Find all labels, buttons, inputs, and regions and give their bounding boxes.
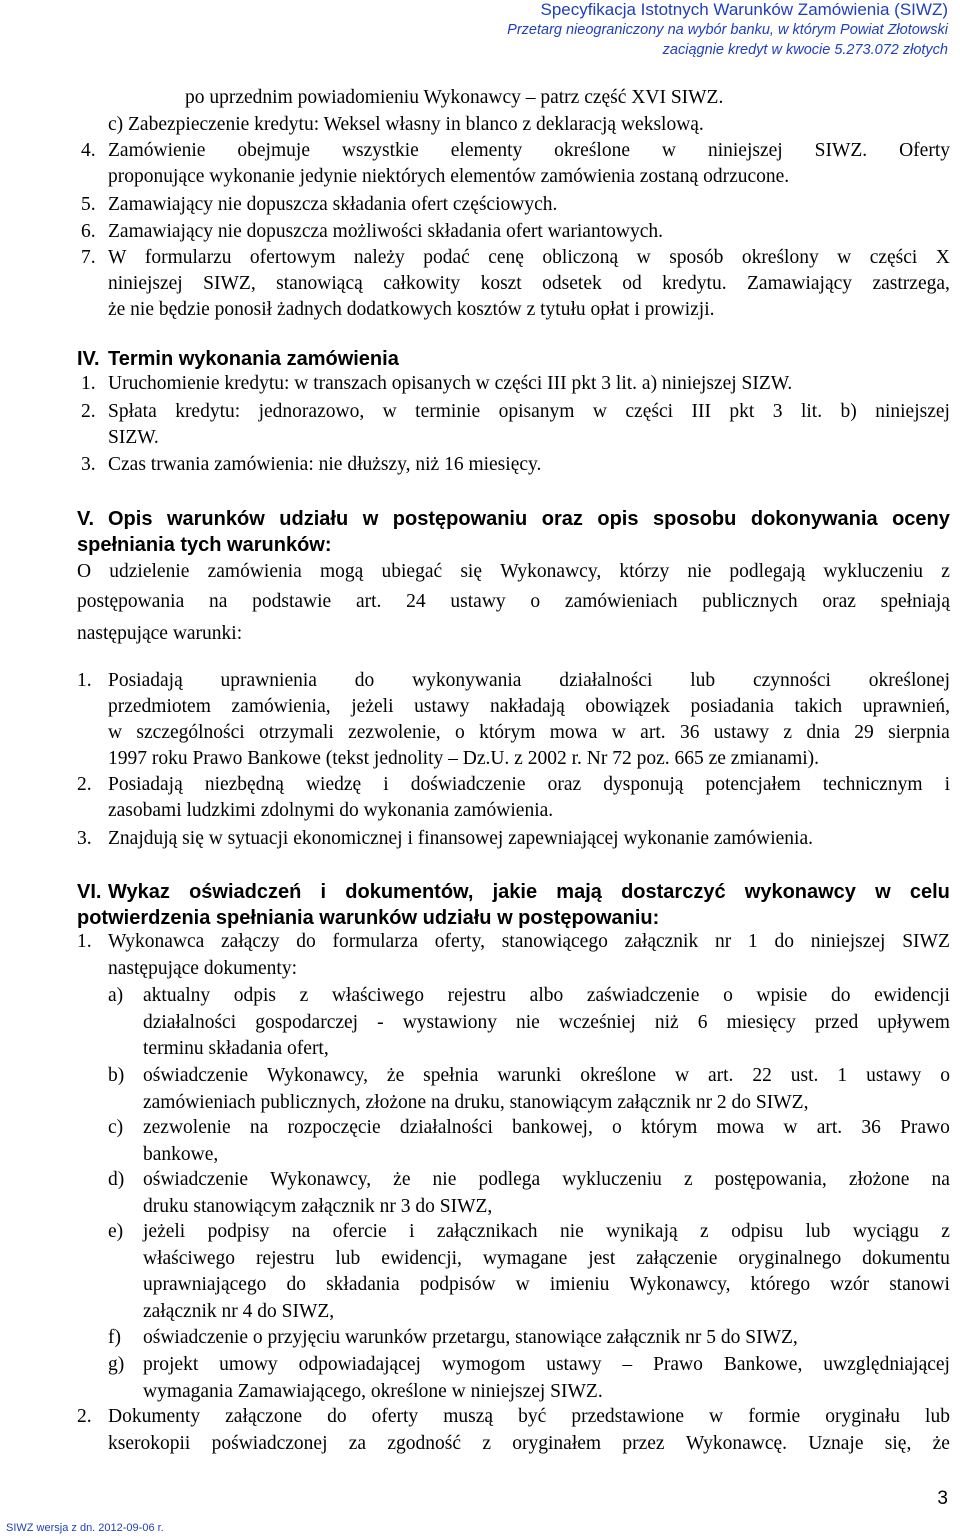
section-v-paragraph: postępowania na podstawie art. 24 ustawy o zamówieniach publicznych oraz spełniają (77, 591, 950, 612)
list-item-line: Zamawiający nie dopuszcza możliwości składania ofert wariantowych. (108, 221, 663, 242)
subitem-line: druku stanowiącym załącznik nr 3 do SIWZ, (143, 1195, 493, 1217)
section-v-item-number: 1. (77, 670, 92, 691)
section-v-title: Opis warunków udziału w postępowaniu oraz opis sposobu dokonywania oceny (108, 508, 950, 530)
section-v-item-line: 1997 roku Prawo Bankowe (tekst jednolity – Dz.U. z 2002 r. Nr 72 poz. 665 ze zmianami). (108, 748, 820, 769)
subitem-letter: b) (108, 1065, 125, 1086)
subitem-line: terminu składania ofert, (143, 1038, 329, 1059)
intro-line-c: c) Zabezpieczenie kredytu: Weksel własny in blanco z deklaracją wekslową. (108, 114, 704, 135)
section-v-item-line: zasobami ludzkimi zdolnymi do wykonania zamówienia. (108, 800, 554, 821)
section-iv-item-number: 1. (81, 373, 96, 394)
section-iv-title: Termin wykonania zamówienia (108, 348, 399, 370)
section-v-paragraph: następujące warunki: (77, 623, 243, 644)
subitem-line: zamówieniach publicznych, złożone na druku, stanowiącym załącznik nr 2 do SIWZ, (143, 1091, 809, 1113)
subitem-line: oświadczenie Wykonawcy, że nie podlega wykluczeniu z postępowania, złożone na (143, 1169, 950, 1190)
section-iv-item-number: 2. (81, 401, 96, 422)
section-iv-numeral: IV. (77, 348, 100, 370)
subitem-line: jeżeli podpisy na ofercie i załącznikach nie wynikają z odpisu lub wyciągu z (143, 1221, 950, 1242)
section-vi-item-number: 1. (77, 931, 92, 952)
list-item-line: niniejszej SIWZ, stanowiącą całkowity koszt odsetek od kredytu. Zamawiający zastrzega, (108, 273, 950, 294)
header-subtitle: Przetarg nieograniczony na wybór banku, w którym Powiat Złotowski (507, 22, 948, 38)
section-vi-item-line: kserokopii poświadczonej za zgodność z oryginałem przez Wykonawcę. Uznaje się, że (108, 1433, 950, 1454)
section-v-item-line: przedmiotem zamówienia, jeżeli ustawy nakładają obowiązek posiadania takich uprawnień, (108, 696, 950, 717)
list-item-number: 4. (81, 140, 96, 161)
subitem-line: zezwolenie na rozpoczęcie działalności bankowej, o którym mowa w art. 36 Prawo (143, 1117, 950, 1138)
subitem-line: działalności gospodarczej - wystawiony nie wcześniej niż 6 miesięcy przed upływem (143, 1011, 950, 1033)
subitem-letter: a) (108, 985, 124, 1006)
section-vi-numeral: VI. (77, 881, 102, 903)
section-v-numeral: V. (77, 508, 95, 530)
section-v-paragraph: O udzielenie zamówienia mogą ubiegać się Wykonawcy, którzy nie podlegają wykluczeniu z (77, 561, 950, 582)
section-vi-item-line: Dokumenty załączone do oferty muszą być przedstawione w formie oryginału lub (108, 1406, 950, 1427)
subitem-letter: d) (108, 1169, 125, 1190)
section-vi-title-2: potwierdzenia spełniania warunków udziału w postępowaniu: (77, 907, 660, 929)
list-item-line: proponujące wykonanie jedynie niektórych elementów zamówienia zostaną odrzucone. (108, 166, 790, 187)
subitem-line: uprawniającego do składania podpisów w imieniu Wykonawcy, którego wzór stanowi (143, 1274, 950, 1295)
list-item-number: 6. (81, 221, 96, 242)
list-item-number: 7. (81, 247, 96, 268)
subitem-letter: c) (108, 1117, 124, 1138)
section-vi-item-number: 2. (77, 1406, 92, 1427)
list-item-line: że nie będzie ponosił żadnych dodatkowych kosztów z tytułu opłat i prowizji. (108, 299, 715, 320)
list-item-line: Zamawiający nie dopuszcza składania ofert częściowych. (108, 194, 558, 215)
section-vi-title: Wykaz oświadczeń i dokumentów, jakie mają dostarczyć wykonawcy w celu (108, 881, 950, 903)
section-v-item-line: w szczególności otrzymali zezwolenie, o którym mowa w art. 36 ustawy z dnia 29 sierpnia (108, 722, 950, 743)
section-iv-item-line: SIZW. (108, 427, 159, 448)
section-v-item-line: Posiadają uprawnienia do wykonywania działalności lub czynności określonej (108, 670, 950, 691)
footer-version: SIWZ wersja z dn. 2012-09-06 r. (6, 1522, 164, 1534)
header-title: Specyfikacja Istotnych Warunków Zamówienia (SIWZ) (540, 0, 948, 19)
section-iv-item-line: Czas trwania zamówienia: nie dłuższy, niż 16 miesięcy. (108, 454, 542, 475)
section-v-item-line: Znajdują się w sytuacji ekonomicznej i finansowej zapewniającej wykonanie zamówienia. (108, 828, 813, 849)
section-iv-item-line: Uruchomienie kredytu: w transzach opisanych w części III pkt 3 lit. a) niniejszej SIZW. (108, 373, 793, 394)
list-item-line: Zamówienie obejmuje wszystkie elementy określone w niniejszej SIWZ. Oferty (108, 140, 950, 161)
subitem-letter: e) (108, 1221, 124, 1242)
section-v-title-2: spełniania tych warunków: (77, 534, 332, 556)
subitem-letter: g) (108, 1354, 125, 1375)
list-item-number: 5. (81, 194, 96, 215)
section-iv-item-line: Spłata kredytu: jednorazowo, w terminie opisanym w części III pkt 3 lit. b) niniejszej (108, 401, 950, 422)
subitem-line: wymagania Zamawiającego, określone w niniejszej SIWZ. (143, 1380, 603, 1402)
header-subtitle-2: zaciągnie kredyt w kwocie 5.273.072 złotych (662, 42, 948, 58)
section-v-item-number: 3. (77, 828, 92, 849)
subitem-line: właściwego rejestru lub ewidencji, wymagane jest załączenie oryginalnego dokumentu (143, 1247, 950, 1269)
document-header (507, 0, 948, 60)
page-number: 3 (937, 1488, 948, 1509)
subitem-letter: f) (108, 1327, 121, 1348)
subitem-line: oświadczenie o przyjęciu warunków przetargu, stanowiące załącznik nr 5 do SIWZ, (143, 1327, 798, 1348)
list-item-line: W formularzu ofertowym należy podać cenę obliczoną w sposób określony w części X (108, 247, 950, 268)
subitem-line: aktualny odpis z właściwego rejestru albo zaświadczenie o wpisie do ewidencji (143, 985, 950, 1006)
subitem-line: załącznik nr 4 do SIWZ, (143, 1300, 335, 1322)
subitem-line: projekt umowy odpowiadającej wymogom ustawy – Prawo Bankowe, uwzględniającej (143, 1354, 950, 1375)
section-v-item-number: 2. (77, 774, 92, 795)
section-iv-item-number: 3. (81, 454, 96, 475)
section-vi-item-line: Wykonawca załączy do formularza oferty, stanowiącego załącznik nr 1 do niniejszej SIWZ (108, 931, 950, 952)
subitem-line: bankowe, (143, 1143, 219, 1165)
section-v-item-line: Posiadają niezbędną wiedzę i doświadczenie oraz dysponują potencjałem technicznym i (108, 774, 950, 795)
intro-line: po uprzednim powiadomieniu Wykonawcy – patrz część XVI SIWZ. (185, 87, 724, 108)
subitem-line: oświadczenie Wykonawcy, że spełnia warunki określone w art. 22 ust. 1 ustawy o (143, 1065, 950, 1086)
section-vi-item-line: następujące dokumenty: (108, 958, 297, 979)
